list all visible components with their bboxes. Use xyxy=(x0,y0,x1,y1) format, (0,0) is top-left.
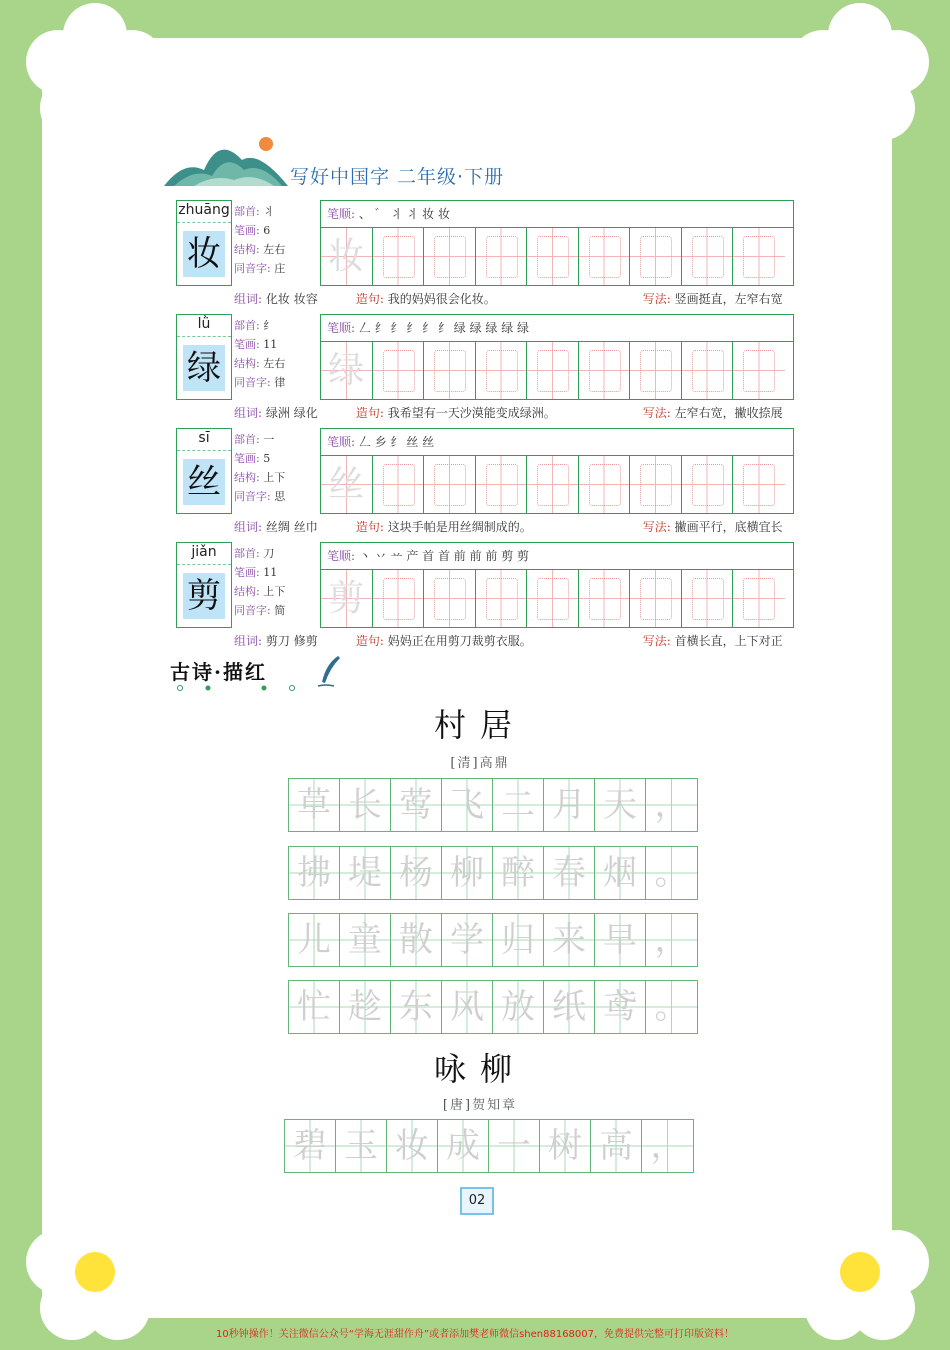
ci-label: 组词: xyxy=(234,634,263,648)
page-number: 02 xyxy=(460,1187,494,1215)
poem-trace-cell[interactable]: 二 xyxy=(493,779,544,831)
mountain-logo-icon xyxy=(164,130,288,188)
char-outline xyxy=(589,464,621,506)
bushou-label: 部首: xyxy=(234,433,260,446)
poem-trace-cell[interactable]: 拂 xyxy=(289,847,340,899)
char-info xyxy=(234,544,314,620)
char-outline xyxy=(743,350,775,392)
char-outline xyxy=(743,578,775,620)
ci: 绿洲 绿化 xyxy=(265,406,318,420)
char-card xyxy=(176,200,232,286)
practice-grid xyxy=(320,200,794,286)
ci-label: 组词: xyxy=(234,292,263,306)
poem-trace-cell[interactable]: 月 xyxy=(544,779,595,831)
practice-cell[interactable] xyxy=(424,228,476,285)
practice-cell[interactable] xyxy=(476,342,528,399)
practice-cell[interactable] xyxy=(630,456,682,513)
pinyin: lǜ xyxy=(177,316,231,337)
bushou: 纟 xyxy=(263,319,275,332)
practice-cells xyxy=(321,228,793,285)
poem-trace-cell[interactable]: ， xyxy=(642,1120,693,1172)
ju: 我希望有一天沙漠能变成绿洲。 xyxy=(387,406,556,420)
stroke-order-row xyxy=(321,315,793,342)
tongyin: 庄 xyxy=(274,262,286,275)
char-outline xyxy=(537,350,569,392)
practice-grid xyxy=(320,428,794,514)
practice-cells xyxy=(321,570,793,627)
poem-trace-cell[interactable]: 妆 xyxy=(387,1120,438,1172)
practice-cell[interactable] xyxy=(321,570,373,627)
pinyin: sī xyxy=(177,430,231,451)
poem-line xyxy=(288,913,698,967)
poem-trace-cell[interactable]: 柳 xyxy=(442,847,493,899)
practice-cell[interactable] xyxy=(579,456,631,513)
poem-line xyxy=(288,778,698,832)
ci-label: 组词: xyxy=(234,406,263,420)
bushou: 丬 xyxy=(263,205,275,218)
footer-notice: 10秒钟操作！关注微信公众号“学海无涯甜作舟”或者添加樊老师微信shen88168007，免费提供完整可打印版资料！ xyxy=(215,1329,735,1340)
practice-grid xyxy=(320,314,794,400)
poem-trace-cell[interactable]: 成 xyxy=(438,1120,489,1172)
stroke-order: 𠃋 乡 纟 丝 丝 xyxy=(358,435,435,449)
bushou: 刀 xyxy=(263,547,275,560)
bushou-label: 部首: xyxy=(234,547,260,560)
ci-label: 组词: xyxy=(234,520,263,534)
char-outline xyxy=(434,236,466,278)
practice-cell[interactable] xyxy=(424,570,476,627)
poem-line xyxy=(284,1119,694,1173)
char-outline xyxy=(486,464,518,506)
poem-trace-cell[interactable]: ， xyxy=(646,914,697,966)
bihua: 11 xyxy=(263,566,278,579)
char-outline xyxy=(383,464,415,506)
char-outline xyxy=(589,236,621,278)
char-card xyxy=(176,428,232,514)
char-outline xyxy=(589,350,621,392)
poem-title: 村居 xyxy=(433,706,526,744)
char-outline xyxy=(383,350,415,392)
poem-trace-cell[interactable]: 儿 xyxy=(289,914,340,966)
poem-trace-cell[interactable]: 忙 xyxy=(289,981,340,1033)
char-outline xyxy=(640,578,672,620)
practice-cells xyxy=(321,342,793,399)
poem-trace-cell[interactable]: 鸢 xyxy=(595,981,646,1033)
char-outline xyxy=(434,578,466,620)
stroke-order: 丶 丷 䒑 产 首 首 前 前 前 剪 剪 xyxy=(358,549,530,563)
pinyin: zhuāng xyxy=(177,202,231,223)
practice-cell[interactable] xyxy=(527,456,579,513)
practice-cell[interactable] xyxy=(682,228,734,285)
char-outline xyxy=(486,350,518,392)
poem-trace-cell[interactable]: 。 xyxy=(646,981,697,1033)
poem-trace-cell[interactable]: 飞 xyxy=(442,779,493,831)
char-outline xyxy=(383,236,415,278)
bihua-label: 笔画: xyxy=(234,338,260,351)
xie-label: 写法: xyxy=(642,634,671,648)
char-outline xyxy=(692,350,724,392)
char-outline xyxy=(383,578,415,620)
practice-cell[interactable] xyxy=(733,228,785,285)
practice-cell[interactable] xyxy=(373,228,425,285)
practice-cell[interactable] xyxy=(682,570,734,627)
poem-trace-cell[interactable]: 堤 xyxy=(340,847,391,899)
practice-cells xyxy=(321,456,793,513)
poem-trace-cell[interactable]: 学 xyxy=(442,914,493,966)
bihua-label: 笔画: xyxy=(234,452,260,465)
practice-cell[interactable] xyxy=(527,570,579,627)
bihua-label: 笔画: xyxy=(234,566,260,579)
stroke-order: 𠃋 纟 纟 纟 纟 纟 绿 绿 绿 绿 绿 xyxy=(358,321,530,335)
poem-trace-cell[interactable]: 高 xyxy=(591,1120,642,1172)
tongyin-label: 同音字: xyxy=(234,604,271,617)
poem-trace-cell[interactable]: 树 xyxy=(540,1120,591,1172)
xie: 左窄右宽，撇收捺展 xyxy=(674,406,783,420)
practice-cell[interactable] xyxy=(476,228,528,285)
char-block xyxy=(176,314,792,430)
jiegou-label: 结构: xyxy=(234,243,260,256)
bihua-label: 笔画: xyxy=(234,224,260,237)
poem-trace-cell[interactable]: 一 xyxy=(489,1120,540,1172)
bihua: 6 xyxy=(263,224,271,237)
poem-trace-cell[interactable]: 碧 xyxy=(285,1120,336,1172)
jiegou: 上下 xyxy=(263,471,286,484)
big-char: 妆 xyxy=(183,231,225,277)
poem-trace-cell[interactable]: 纸 xyxy=(544,981,595,1033)
char-info xyxy=(234,430,314,506)
poem-trace-cell[interactable]: ， xyxy=(646,779,697,831)
strokes-label: 笔顺: xyxy=(327,321,356,335)
char-outline xyxy=(434,350,466,392)
poem-trace-cell[interactable]: 玉 xyxy=(336,1120,387,1172)
ju-label: 造句: xyxy=(355,634,384,648)
bushou-label: 部首: xyxy=(234,205,260,218)
poem-trace-cell[interactable]: 醉 xyxy=(493,847,544,899)
ci: 化妆 妆容 xyxy=(265,292,318,306)
bushou: 一 xyxy=(263,433,275,446)
practice-cell[interactable] xyxy=(373,570,425,627)
char-outline xyxy=(640,236,672,278)
strokes-label: 笔顺: xyxy=(327,549,356,563)
practice-cell[interactable] xyxy=(682,342,734,399)
practice-cell[interactable] xyxy=(579,228,631,285)
xie: 撇画平行，底横宜长 xyxy=(674,520,783,534)
poem-trace-cell[interactable]: 草 xyxy=(289,779,340,831)
ju: 妈妈正在用剪刀裁剪衣服。 xyxy=(387,634,532,648)
tongyin-label: 同音字: xyxy=(234,262,271,275)
char-info xyxy=(234,202,314,278)
pinyin: jiǎn xyxy=(177,544,231,565)
poem-trace-cell[interactable]: 春 xyxy=(544,847,595,899)
practice-cell[interactable] xyxy=(476,456,528,513)
stroke-order-row xyxy=(321,429,793,456)
trace-char: 绿 xyxy=(328,350,365,391)
poem-trace-cell[interactable]: 早 xyxy=(595,914,646,966)
stroke-order-row xyxy=(321,543,793,570)
char-outline xyxy=(743,236,775,278)
practice-cell[interactable] xyxy=(733,342,785,399)
strokes-label: 笔顺: xyxy=(327,435,356,449)
poem-trace-cell[interactable]: 趁 xyxy=(340,981,391,1033)
char-outline xyxy=(692,464,724,506)
poem-trace-cell[interactable]: 放 xyxy=(493,981,544,1033)
dots-decoration xyxy=(176,684,296,692)
usage-row xyxy=(234,404,794,421)
char-outline xyxy=(640,350,672,392)
practice-cell[interactable] xyxy=(424,456,476,513)
poem-author: [唐]贺知章 xyxy=(442,1098,518,1113)
char-info xyxy=(234,316,314,392)
ju-label: 造句: xyxy=(355,292,384,306)
char-card xyxy=(176,542,232,628)
poem-trace-cell[interactable]: 。 xyxy=(646,847,697,899)
char-outline xyxy=(537,236,569,278)
strokes-label: 笔顺: xyxy=(327,207,356,221)
usage-row xyxy=(234,518,794,535)
poem-trace-cell[interactable]: 来 xyxy=(544,914,595,966)
big-char: 绿 xyxy=(183,345,225,391)
char-outline xyxy=(537,464,569,506)
char-outline xyxy=(692,578,724,620)
ju: 我的妈妈很会化妆。 xyxy=(387,292,496,306)
practice-grid xyxy=(320,542,794,628)
char-outline xyxy=(743,464,775,506)
practice-cell[interactable] xyxy=(733,456,785,513)
practice-cell[interactable] xyxy=(630,342,682,399)
jiegou: 上下 xyxy=(263,585,286,598)
bihua: 11 xyxy=(263,338,278,351)
char-outline xyxy=(537,578,569,620)
poem-section-title: 古诗·描红 xyxy=(170,660,267,684)
usage-row xyxy=(234,632,794,649)
big-char: 剪 xyxy=(183,573,225,619)
poem-author: [清]高鼎 xyxy=(450,756,510,771)
practice-cell[interactable] xyxy=(321,228,373,285)
jiegou: 左右 xyxy=(263,357,286,370)
ju-label: 造句: xyxy=(355,520,384,534)
char-outline xyxy=(434,464,466,506)
poem-line xyxy=(288,980,698,1034)
bihua: 5 xyxy=(263,452,271,465)
practice-cell[interactable] xyxy=(630,570,682,627)
poem-trace-cell[interactable]: 天 xyxy=(595,779,646,831)
trace-char: 剪 xyxy=(328,578,365,619)
char-outline xyxy=(486,578,518,620)
poem-line xyxy=(288,846,698,900)
trace-char: 妆 xyxy=(328,236,365,277)
poem-trace-cell[interactable]: 烟 xyxy=(595,847,646,899)
poem-trace-cell[interactable]: 归 xyxy=(493,914,544,966)
tongyin-label: 同音字: xyxy=(234,490,271,503)
char-block xyxy=(176,200,792,316)
poem-trace-cell[interactable]: 莺 xyxy=(391,779,442,831)
practice-cell[interactable] xyxy=(476,570,528,627)
poem-trace-cell[interactable]: 东 xyxy=(391,981,442,1033)
jiegou-label: 结构: xyxy=(234,357,260,370)
ju-label: 造句: xyxy=(355,406,384,420)
jiegou-label: 结构: xyxy=(234,471,260,484)
ci: 剪刀 修剪 xyxy=(265,634,318,648)
poem-trace-cell[interactable]: 散 xyxy=(391,914,442,966)
big-char: 丝 xyxy=(183,459,225,505)
practice-cell[interactable] xyxy=(527,228,579,285)
xie-label: 写法: xyxy=(642,520,671,534)
poem-trace-cell[interactable]: 杨 xyxy=(391,847,442,899)
tongyin: 律 xyxy=(274,376,286,389)
poem-trace-cell[interactable]: 童 xyxy=(340,914,391,966)
poem-trace-cell[interactable]: 长 xyxy=(340,779,391,831)
practice-cell[interactable] xyxy=(321,342,373,399)
xie-label: 写法: xyxy=(642,406,671,420)
bushou-label: 部首: xyxy=(234,319,260,332)
char-outline xyxy=(589,578,621,620)
practice-cell[interactable] xyxy=(630,228,682,285)
stroke-order-row xyxy=(321,201,793,228)
char-card xyxy=(176,314,232,400)
practice-cell[interactable] xyxy=(527,342,579,399)
char-block xyxy=(176,428,792,544)
jiegou-label: 结构: xyxy=(234,585,260,598)
practice-cell[interactable] xyxy=(579,570,631,627)
practice-cell[interactable] xyxy=(373,342,425,399)
practice-cell[interactable] xyxy=(579,342,631,399)
xie-label: 写法: xyxy=(642,292,671,306)
xie: 首横长直，上下对正 xyxy=(674,634,783,648)
ju: 这块手帕是用丝绸制成的。 xyxy=(387,520,532,534)
tongyin: 简 xyxy=(274,604,286,617)
char-block xyxy=(176,542,792,658)
practice-cell[interactable] xyxy=(733,570,785,627)
tongyin-label: 同音字: xyxy=(234,376,271,389)
poem-trace-cell[interactable]: 风 xyxy=(442,981,493,1033)
practice-cell[interactable] xyxy=(682,456,734,513)
poem-title: 咏柳 xyxy=(433,1050,526,1088)
char-outline xyxy=(640,464,672,506)
practice-cell[interactable] xyxy=(373,456,425,513)
quill-pen-icon xyxy=(316,654,342,688)
xie: 竖画挺直，左窄右宽 xyxy=(674,292,783,306)
jiegou: 左右 xyxy=(263,243,286,256)
practice-cell[interactable] xyxy=(321,456,373,513)
trace-char: 丝 xyxy=(328,464,365,505)
book-title: 写好中国字 二年级·下册 xyxy=(290,166,505,188)
ci: 丝绸 丝巾 xyxy=(265,520,318,534)
char-outline xyxy=(486,236,518,278)
usage-row xyxy=(234,290,794,307)
stroke-order: 、 ゛ 丬 丬 妆 妆 xyxy=(358,207,450,221)
practice-cell[interactable] xyxy=(424,342,476,399)
tongyin: 思 xyxy=(274,490,286,503)
char-outline xyxy=(692,236,724,278)
